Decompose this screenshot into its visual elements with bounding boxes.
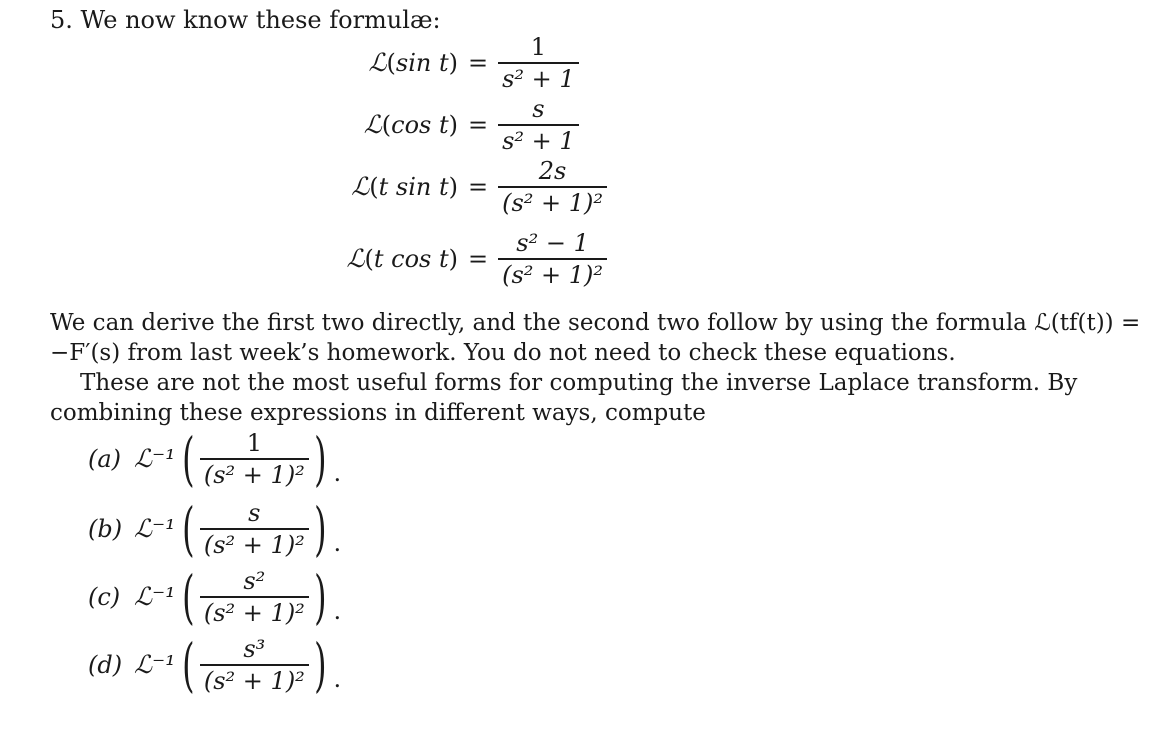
fraction-numerator: 1 <box>530 33 547 61</box>
right-paren: ) <box>313 494 327 563</box>
laplace-symbol: ℒ <box>346 244 365 274</box>
inverse-laplace-symbol: ℒ⁻¹ <box>134 444 176 474</box>
formula-fraction <box>498 32 579 94</box>
left-paren: ( <box>182 630 195 699</box>
fraction-numerator: s <box>532 95 545 123</box>
fraction-denominator: (s² + 1)² <box>203 598 305 627</box>
period: . <box>333 664 342 693</box>
list-item <box>88 494 342 563</box>
right-paren: ) <box>313 424 327 493</box>
right-paren: ) <box>313 562 327 631</box>
fraction-numerator: 1 <box>246 429 262 457</box>
formula-lhs: ℒ(t cos t) <box>346 244 458 274</box>
formula-function: t sin t <box>378 173 449 202</box>
paragraph-1-line-1: We can derive the first two directly, and the second two follow by using the formula ℒ(tf(t)) = <box>50 310 1141 336</box>
equals-sign: = <box>468 244 489 273</box>
problem-intro: We now know these formulæ: <box>80 6 441 34</box>
fraction-denominator: s² + 1 <box>502 64 575 93</box>
left-paren: ( <box>182 424 195 493</box>
formula-lhs: ℒ(t sin t) <box>351 172 458 202</box>
formula-function: sin t <box>395 49 449 78</box>
equals-sign: = <box>468 48 489 77</box>
period: . <box>333 596 342 625</box>
part-fraction <box>200 498 309 560</box>
part-fraction <box>200 634 309 696</box>
formula-row <box>318 156 607 218</box>
right-paren: ) <box>313 630 327 699</box>
formula-row <box>318 32 579 94</box>
formula-lhs: ℒ(sin t) <box>368 48 458 78</box>
fraction-denominator: (s² + 1)² <box>502 260 604 289</box>
list-item <box>88 424 342 493</box>
inverse-laplace-symbol: ℒ⁻¹ <box>134 582 176 612</box>
equals-sign: = <box>468 172 489 201</box>
fraction-denominator: (s² + 1)² <box>203 666 305 695</box>
fraction-denominator: s² + 1 <box>502 126 575 155</box>
inverse-laplace-symbol: ℒ⁻¹ <box>134 650 176 680</box>
fraction-numerator: s³ <box>243 635 266 663</box>
formula-function: cos t <box>391 111 449 140</box>
fraction-numerator: s² <box>243 567 266 595</box>
fraction-denominator: (s² + 1)² <box>502 188 604 217</box>
equals-sign: = <box>468 110 489 139</box>
fraction-numerator: 2s <box>538 157 567 185</box>
formula-fraction <box>498 228 607 290</box>
laplace-symbol: ℒ <box>351 172 370 202</box>
fraction-numerator: s² − 1 <box>516 229 589 257</box>
paragraph-2-line-2: combining these expressions in different ways, compute <box>50 400 706 426</box>
period: . <box>333 528 342 557</box>
part-fraction <box>200 566 309 628</box>
formula-lhs: ℒ(cos t) <box>363 110 458 140</box>
part-fraction <box>200 428 309 490</box>
part-label: (c) <box>88 582 121 611</box>
fraction-denominator: (s² + 1)² <box>203 460 305 489</box>
formula-row <box>318 94 579 156</box>
part-label: (b) <box>88 514 123 543</box>
laplace-symbol: ℒ <box>363 110 382 140</box>
left-paren: ( <box>182 562 195 631</box>
formula-function: t cos t <box>373 245 449 274</box>
fraction-denominator: (s² + 1)² <box>203 530 305 559</box>
period: . <box>333 458 342 487</box>
formula-fraction <box>498 156 607 218</box>
formula-row <box>318 228 607 290</box>
list-item <box>88 630 342 699</box>
laplace-symbol: ℒ <box>368 48 387 78</box>
list-item <box>88 562 342 631</box>
inverse-laplace-symbol: ℒ⁻¹ <box>134 514 176 544</box>
paragraph-1-line-2: −F′(s) from last week’s homework. You do not need to check these equations. <box>50 340 956 366</box>
fraction-numerator: s <box>248 499 261 527</box>
formula-fraction <box>498 94 579 156</box>
part-label: (a) <box>88 444 122 473</box>
problem-number: 5. <box>50 6 73 34</box>
paragraph-2-line-1: These are not the most useful forms for computing the inverse Laplace transform. By <box>80 370 1078 396</box>
part-label: (d) <box>88 650 123 679</box>
left-paren: ( <box>182 494 195 563</box>
